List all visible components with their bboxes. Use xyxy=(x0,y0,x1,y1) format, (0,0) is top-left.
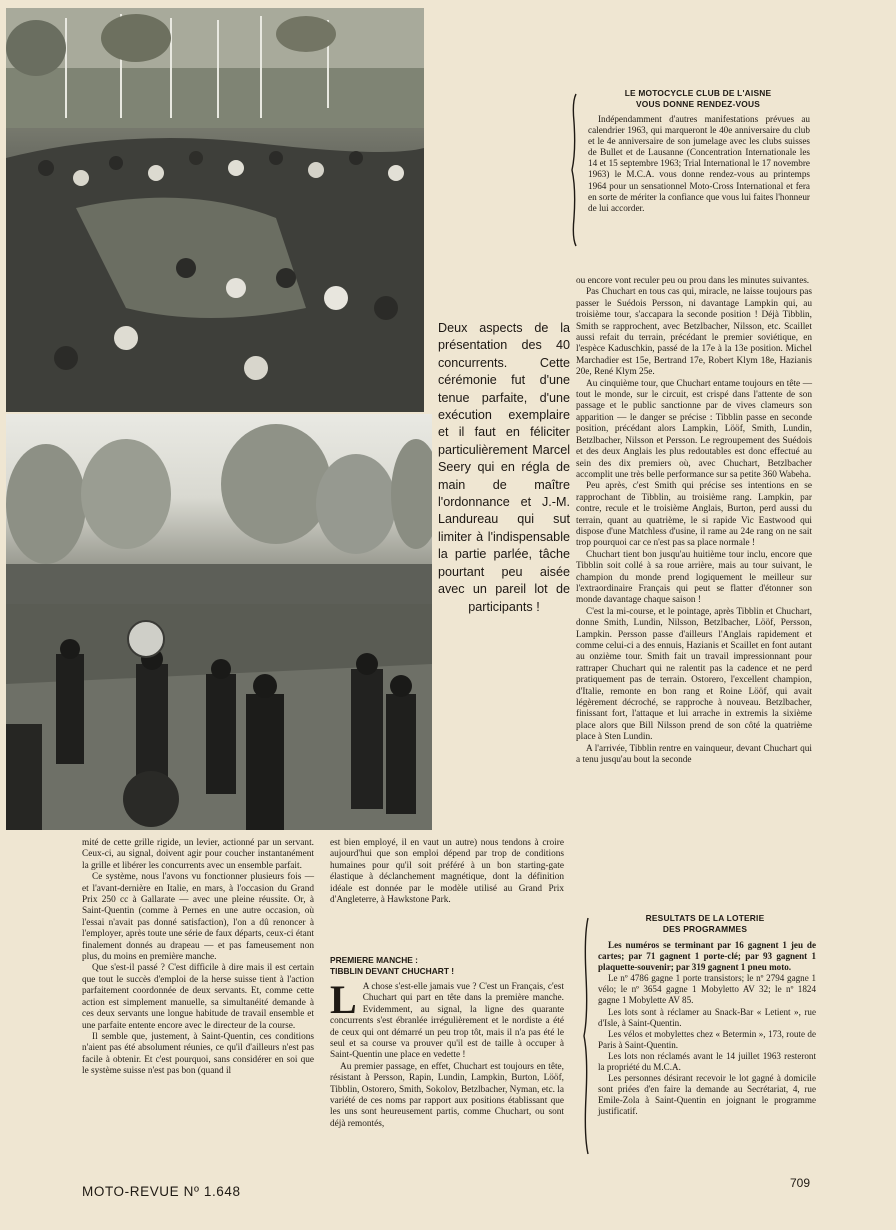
lottery-box-text xyxy=(598,940,816,1118)
crowd-photo xyxy=(6,8,424,412)
drop-cap: L xyxy=(330,977,357,1022)
club-box-text xyxy=(588,114,810,214)
bottom-left-column xyxy=(82,838,314,1078)
article-paragraph: Au premier passage, en effet, Chuchart est toujours en tête, résistant à Persson, Rapin, Lundin, Lampkin, Burton, Lööf, Tibblin, Ostorero, Smith, Sokolov, Betzlbacher, Nyman, etc. la variété de ces noms par rapport aux positions établissant que les uns sont heureusement partis, comme Chuchart, ou sont déjà remontés, xyxy=(330,1061,564,1129)
article-paragraph: Peu après, c'est Smith qui précise ses intentions en se rapprochant de Tibblin, au troisième rang. Lampkin, par contre, recule et le troisième Anglais, Burton, perd aussi du terrain, quant au quatrième, le si rapide Vic Eastwood qui dispose d'une Matchless d'usine, il rame au 24e rang on ne sait trop pourquoi car ce n'est pas sa place normale ! xyxy=(576,481,812,549)
article-paragraph: ou encore vont reculer peu ou prou dans les minutes suivantes. xyxy=(576,276,810,286)
brace-ornament xyxy=(582,916,590,1156)
article-paragraph: Pas Chuchart en tous cas qui, miracle, ne laisse toujours pas passer le Suédois Persson, ni davantage Lampkin qui, au troisième tour, s'accapara la seconde position ! Déjà Tibblin, Smith se rapprochent, avec Betzlbacher, Nilsson, etc. Scaillet aussi refait du terrain, précédant le premier soviétique, en l'espèce Kaduschkin, passé de la 17e à la 13e position. Michel Marchadier est 15e, Bertrand 17e, Robert Klym 18e, Hazianis 20e, René Klym 25e. xyxy=(576,287,812,378)
section-heading xyxy=(330,955,564,976)
section-heading-line-2: TIBBLIN DEVANT CHUCHART ! xyxy=(330,965,455,976)
section-heading-line-1: PREMIERE MANCHE : xyxy=(330,955,418,965)
article-paragraph: A chose s'est-elle jamais vue ? C'est un Français, c'est Chuchart qui part en tête dans la première manche. Evidemment, au signal, la ligne des quarante concurrents s'est ébranlée irrégulièrement et le nordiste a été de ceux qui ont démarré un peu trop tôt, mais il n'a pas été le seul et sa course va prouver qu'il est de taille à occuper à Saint-Quentin une place en vedette ! xyxy=(330,982,564,1061)
band-photo xyxy=(6,414,432,830)
lottery-paragraph: Les lots non réclamés avant le 14 juillet 1963 resteront la propriété du M.C.A. xyxy=(598,1050,816,1073)
club-box-title-2: VOUS DONNE RENDEZ-VOUS xyxy=(636,99,760,109)
lottery-box-title-1: RESULTATS DE LA LOTERIE xyxy=(645,913,765,923)
brace-ornament xyxy=(570,92,578,248)
magazine-footer: MOTO-REVUE Nº 1.648 xyxy=(82,1184,241,1199)
article-paragraph: Ce système, nous l'avons vu fonctionner plusieurs fois — et l'avant-dernière en Italie, en mars, à l'occasion du Grand Prix 250 cc à Gallarate — avec une pleine réussite. Or, à Saint-Quentin (comme à Pernes en une autre occasion, où l'essai n'avait pas donné satisfaction), l'on a dû renoncer à l'employer, après toute une série de faux départs, ceux-ci étant finalement donnés au drapeau — et pas fameusement non plus, du moins en première manche. xyxy=(82,872,314,963)
article-paragraph: mité de cette grille rigide, un levier, actionné par un servant. Ceux-ci, au signal, doivent agir pour coucher instantanément la grille et libérer les concurrents avec un ensemble parfait. xyxy=(82,838,314,871)
lottery-paragraph: Les vélos et mobylettes chez « Betermin », 173, route de Paris à Saint-Quentin. xyxy=(598,1028,816,1050)
article-paragraph: Chuchart tient bon jusqu'au huitième tour inclu, encore que Tibblin soit collé à sa roue arrière, mais au tour suivant, le champion du monde prend logiquement le meilleur sur l'extraordinaire Français qui peut se flatter d'étonner son monde davantage chaque saison ! xyxy=(576,549,812,606)
article-paragraph: C'est la mi-course, et le pointage, après Tibblin et Chuchart, donne Smith, Lundin, Nilsson, Betzlbacher, Lööf, Persson, Lampkin. Persson passe d'ailleurs l'Anglais rapidement et comme celui-ci a des ennuis, Hazianis et Scaillet en font autant au onzième tour. Smith fait un travail impressionnant pour rattraper Chuchart qui ne ralentit pas la cadence et ne perd pratiquement pas de terrain. Ostorero, l'excellent champion, d'Italie, remonte en bon rang et Roine Lööf, qui avait légèrement décroché, se rapproche à nouveau. Betzlbacher, finissant fort, l'attaque et lui arrache in extremis la sixième place alors que Bill Nilsson prend de son côté la quatrième place à Sten Lundin. xyxy=(576,606,812,743)
lottery-paragraph: Le nº 4786 gagne 1 porte transistors; le nº 2794 gagne 1 vélo; le nº 3654 gagne 1 Mobyletto AV 32; le nº 1824 gagne 1 Mobylette AV 85. xyxy=(598,973,816,1006)
bottom-middle-column xyxy=(330,838,564,906)
lottery-paragraph: Les personnes désirant recevoir le lot gagné à domicile sont priées d'en faire la demande au Secrétariat, 4, rue Emile-Zola à Saint-Quentin en joignant le programme justificatif. xyxy=(598,1073,816,1117)
article-paragraph: A l'arrivée, Tibblin rentre en vainqueur, devant Chuchart qui a tenu jusqu'au bout la seconde xyxy=(576,743,812,766)
club-box-paragraph: Indépendamment d'autres manifestations prévues au calendrier 1963, qui marqueront le 40e anniversaire du club et le 4e anniversaire de son jumelage avec les clubs suisses de Bullet et de Lausanne (Concentration Internationale les 14 et 15 septembre 1963; Trial International le 17 novembre 1963) le M.C.A. vous donne rendez-vous au printemps 1964 pour un sensationnel Moto-Cross International et fera en sorte de mériter la confiance que vous lui faites l'honneur de lui accorder. xyxy=(588,114,810,213)
lottery-paragraph: Les lots sont à réclamer au Snack-Bar « Letient », rue d'Isle, à Saint-Quentin. xyxy=(598,1006,816,1028)
first-heat-column xyxy=(330,977,564,1130)
club-box-title-1: LE MOTOCYCLE CLUB DE L'AISNE xyxy=(624,88,772,98)
article-paragraph: Au cinquième tour, que Chuchart entame toujours en tête — tout le monde, sur le circuit, est crispé dans l'attente de son passage et le public sanctionne par de vives clameurs son apparition — le danger se précise : Tibblin passe en seconde position, précédant alors Lampkin, Lööf, Smith, Lundin, Betzlbacher, Nilsson et Persson. Le regroupement des Suédois et des deux Anglais les plus redoutables est donc effectué au sein des dix premiers où, avec Chuchart, Betzlbacher accomplit une très belle performance sur sa petite 360 Wabeha. xyxy=(576,378,812,480)
article-paragraph: est bien employé, il en vaut un autre) nous tendons à croire aujourd'hui que son emploi dépend par trop de conditions humaines pour qu'il soit préféré à un bon starting-gate élastique à déclanchement magnétique, dont la définition idéale est donnée par le modèle utilisé au Grand Prix d'Angleterre, à Hawkstone Park. xyxy=(330,838,564,906)
lottery-paragraph: Les numéros se terminant par 16 gagnent 1 jeu de cartes; par 71 gagnent 1 porte-clé; par 93 gagnent 1 plaquette-souvenir; par 319 gagnent 1 pneu moto. xyxy=(598,940,816,973)
right-column xyxy=(576,276,812,766)
article-paragraph: Que s'est-il passé ? C'est difficile à dire mais il est certain que tout le succès d'emploi de la herse suisse tient à l'action parfaitement coordonnée de deux servants. Et, comme cette action est simplement manuelle, sa simultanéité demande à ces deux servants une longue habitude de travail ensemble et une parfaite entente encore avec le directeur de la course. xyxy=(82,963,314,1031)
page-number: 709 xyxy=(790,1176,811,1190)
photo-caption: Deux aspects de la présentation des 40 concurrents. Cette cérémonie fut d'une tenue parfaite, d'une exécution exemplaire et il faut en féliciter particulièrement Marcel Seery qui en régla de main de maître l'ordonnance et J.-M. Landureau qui sut limiter à l'indispensable la partie parlée, tâche pourtant peu aisée avec un pareil lot de participants ! xyxy=(438,321,570,614)
lottery-box-title-2: DES PROGRAMMES xyxy=(662,924,748,934)
article-paragraph: Il semble que, justement, à Saint-Quentin, ces conditions n'aient pas été absolument réunies, ce qu'il d'ailleurs n'est pas facile à obtenir. Et c'est pourquoi, sans considérer en soi que le système suisse n'est pas bon (quand il xyxy=(82,1031,314,1077)
